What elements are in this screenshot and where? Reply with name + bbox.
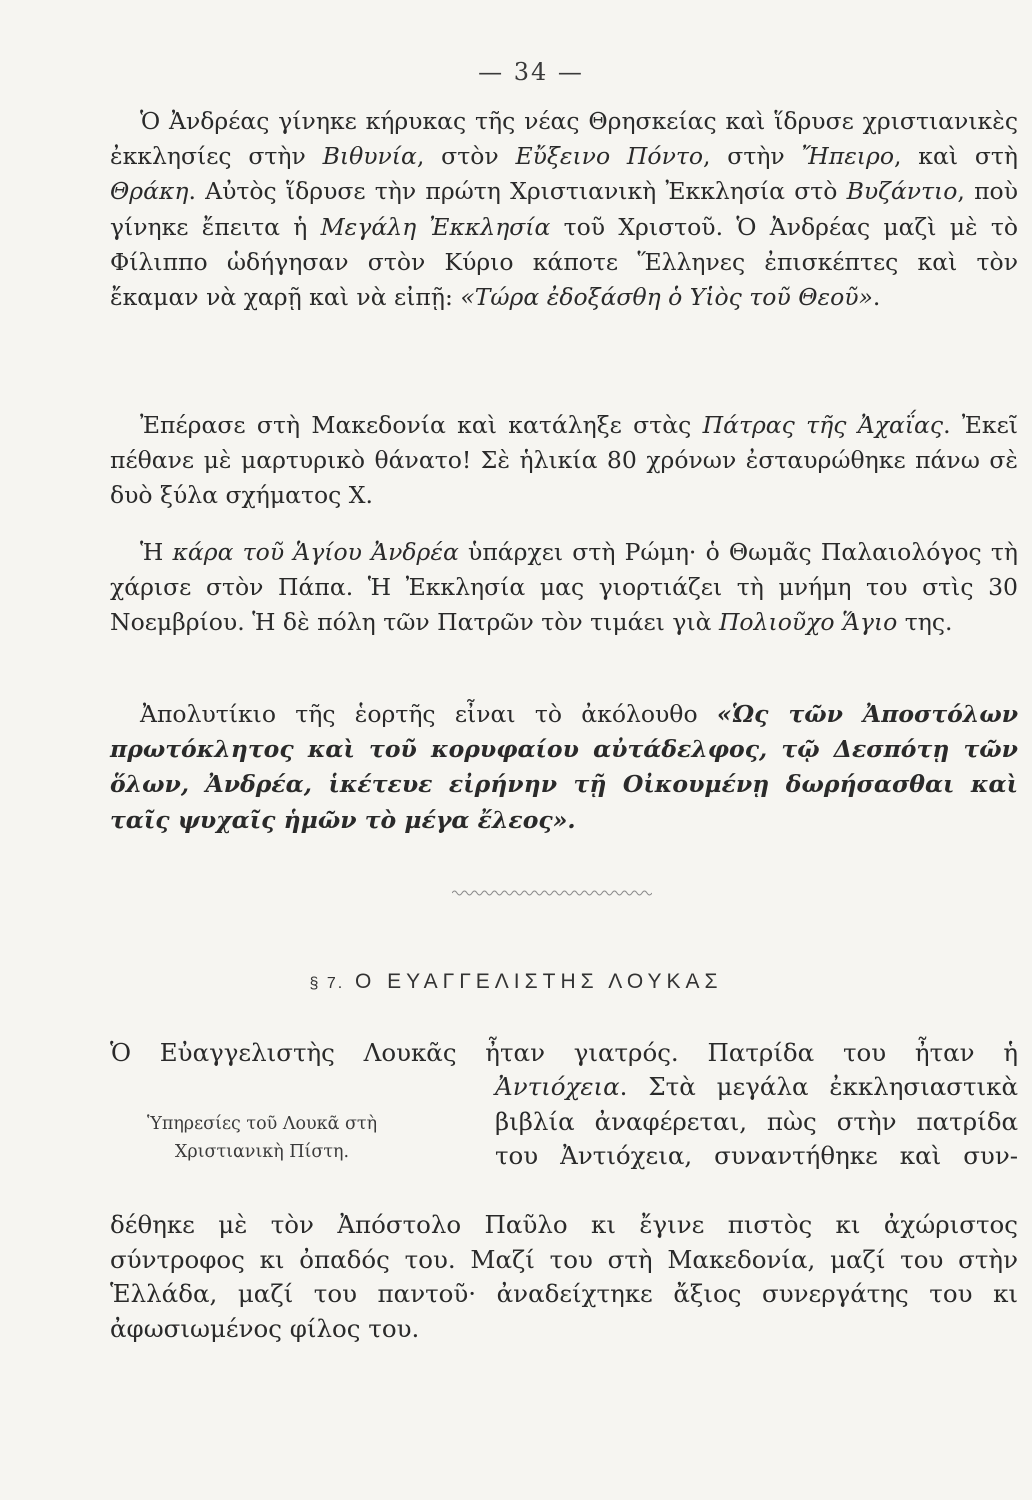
- place-thrace: Θράκη: [110, 177, 189, 206]
- patron-saint: Πολιοῦχο Ἅγιο: [718, 608, 898, 637]
- wavy-divider: [452, 888, 652, 898]
- text-run: . Ἐκεῖ πέθανε μὲ μαρτυρικὸ θάνατο! Σὲ ἡλικία 80 χρόνων ἐσταυρώθηκε πάνω σὲ δυὸ ξύλα σχήματος Χ.: [110, 411, 1018, 510]
- text-run: Ἡ: [140, 538, 173, 566]
- apolytikion-hymn: «Ὡς τῶν Ἀποστόλων πρωτόκλητος καὶ τοῦ κορυφαίου αὐτάδελφος, τῷ Δεσπότῃ τῶν ὅλων, Ἀνδρέα, ἱκέτευε εἰρήνην τῇ Οἰκουμένῃ δωρήσασθαι καὶ ταῖς ψυχαῖς ἡμῶν τὸ μέγα ἔλεος»: [110, 700, 1019, 834]
- place-bithynia: Βιθυνία: [322, 142, 417, 171]
- text-run: . Αὐτὸς ἵδρυσε τὴν πρώτη Χριστιανικὴ Ἐκκλησία στὸ: [188, 177, 847, 206]
- text-run: ὑπάρχει στὴ Ρώμη· ὁ Θωμᾶς Παλαιολόγος τὴ χάρισε στὸν Πάπα. Ἡ Ἐκκλησία μας γιορτιάζει τὴ μνήμη του στὶς 30 Νοεμβρίου. Ἡ δὲ πόλη τῶν Πατρῶν τὸν τιμάει γιὰ: [110, 538, 1018, 637]
- place-epirus: Ἤπειρο: [801, 142, 894, 171]
- page-number: — 34 —: [478, 58, 584, 86]
- place-byzantium: Βυζάντιο: [846, 177, 958, 206]
- text-run: Ὁ Ἀνδρέας γίνηκε κήρυκας τῆς νέας Θρησκείας καὶ ἵδρυσε χριστιανικὲς ἐκκλησίες στὴν: [110, 107, 1018, 171]
- text-run: , ποὺ γίνηκε ἔπειτα ἡ: [110, 177, 1018, 241]
- great-church: Μεγάλη Ἐκκλησία: [320, 212, 551, 241]
- text-run: Ἐπέρασε στὴ Μακεδονία καὶ κατάληξε στὰς: [140, 411, 703, 439]
- text-run: της.: [897, 608, 953, 637]
- text-run: τοῦ Χριστοῦ. Ὁ Ἀνδρέας μαζὶ μὲ τὸ Φίλιππο ὡδήγησαν στὸν Κύριο κάποτε Ἕλληνες ἐπισκέπτες καὶ τὸν ἔκαμαν νὰ χαρῇ καὶ νὰ εἰπῇ:: [110, 212, 1019, 312]
- paragraph-andrew-churches: [110, 104, 1018, 315]
- text-run: .: [872, 283, 881, 312]
- luke-paragraph-continuation: δέθηκε μὲ τὸν Ἀπόστολο Παῦλο κι ἔγινε πιστὸς κι ἀχώριστος σύντροφος κι ὀπαδός του. Μαζί του στὴ Μακεδονία, μαζί του στὴν Ἑλλάδα, μαζί του παντοῦ· ἀναδείχτηκε ἄξιος συνεργάτης του κι ἀφωσιωμένος φίλος του.: [110, 1210, 1018, 1343]
- margin-note-line: Ὑπηρεσίες τοῦ Λουκᾶ στὴ: [146, 1114, 378, 1134]
- margin-note: [112, 1110, 412, 1166]
- text-run: Ἀπολυτίκιο τῆς ἑορτῆς εἶναι τὸ ἀκόλουθο: [140, 700, 717, 728]
- text-run: , στὸν: [416, 142, 516, 171]
- margin-note-line: Χριστιανικὴ Πίστη.: [174, 1142, 350, 1162]
- text-run: . Στὰ μεγάλα ἐκκλησιαστικὰ: [619, 1072, 1018, 1101]
- section-heading: [0, 970, 1032, 994]
- paragraph-andrew-relic: [110, 535, 1018, 641]
- section-title: Ο ΕΥΑΓΓΕΛΙΣΤΗΣ ΛΟΥΚΑΣ: [355, 970, 723, 993]
- paragraph-andrew-martyrdom: [110, 408, 1018, 514]
- head-of-saint: κάρα τοῦ Ἁγίου Ἀνδρέα: [172, 538, 459, 566]
- text-run: .: [567, 805, 576, 834]
- paragraph-apolytikion: [110, 697, 1018, 838]
- place-patras-achaia: Πάτρας τῆς Ἀχαΐας: [702, 411, 944, 439]
- quote-glorified: «Τώρα ἐδοξάσθη ὁ Υἱὸς τοῦ Θεοῦ»: [460, 283, 873, 312]
- text-run: , στὴν: [703, 142, 802, 171]
- place-antioch: Ἀντιόχεια: [495, 1072, 620, 1101]
- place-euxine: Εὔξεινο Πόντο: [515, 142, 703, 171]
- section-number: § 7.: [309, 975, 345, 992]
- luke-wrapped-line: του Ἀντιόχεια, συναντήθηκε καὶ συν-: [495, 1141, 1018, 1170]
- text-run: , καὶ στὴ: [894, 142, 1018, 171]
- luke-wrapped-lines: [495, 1070, 1018, 1174]
- luke-wrapped-line: βιβλία ἀναφέρεται, πὼς στὴν πατρίδα: [495, 1106, 1018, 1136]
- luke-wrapped-line: [495, 1070, 1018, 1105]
- luke-first-line: Ὁ Εὐαγγελιστὴς Λουκᾶς ἦταν γιατρός. Πατρίδα του ἦταν ἡ: [110, 1038, 1018, 1067]
